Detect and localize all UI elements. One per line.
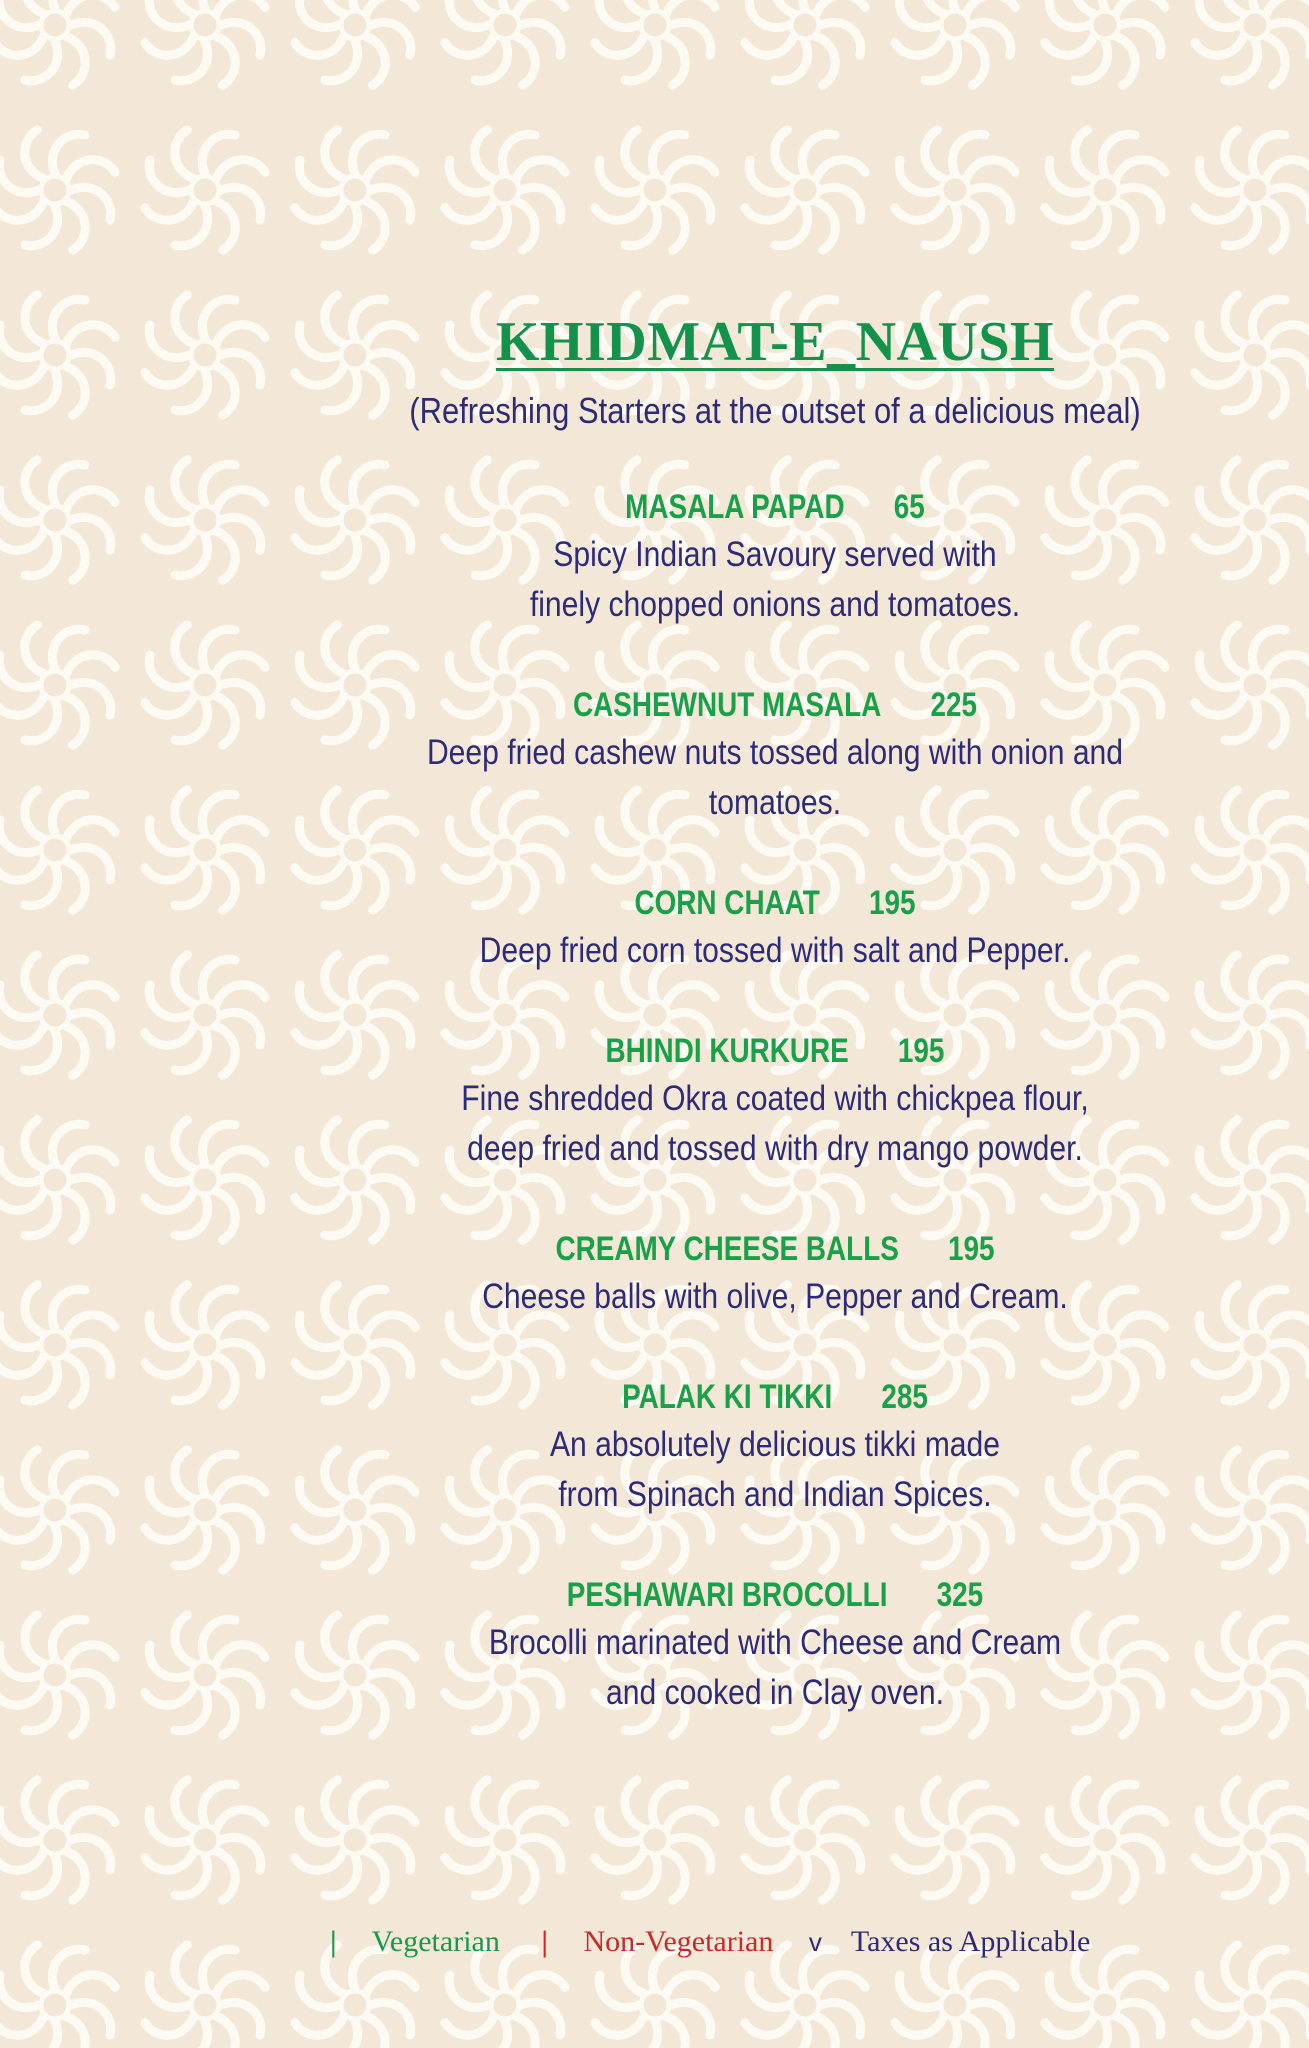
item-name: BHINDI KURKURE (605, 1032, 849, 1070)
item-price: 225 (930, 686, 977, 724)
section-subtitle: (Refreshing Starters at the outset of a delicious meal) (409, 390, 1141, 431)
item-price: 65 (893, 488, 925, 526)
item-name: CORN CHAAT (634, 884, 820, 922)
taxes-legend-label: Taxes as Applicable (850, 1925, 1091, 1958)
vegetarian-legend-label: Vegetarian (371, 1925, 500, 1958)
section-title-text: KHIDMAT-E_NAUSH (495, 311, 1055, 373)
menu-item-corn-chaat (280, 880, 1270, 976)
item-heading (369, 484, 1181, 530)
item-heading (369, 682, 1181, 728)
item-heading (369, 880, 1181, 926)
item-price: 285 (881, 1378, 928, 1416)
taxes-marker-icon: v (808, 1927, 822, 1957)
vegetarian-marker-icon: | (330, 1925, 337, 1958)
menu-item-masala-papad (280, 484, 1270, 630)
item-price: 195 (869, 884, 916, 922)
legend-footer (330, 1922, 1230, 1962)
item-description-line: from Spinach and Indian Spices. (558, 1475, 992, 1514)
item-description-line: An absolutely delicious tikki made (549, 1425, 1001, 1464)
item-description-line: and cooked in Clay oven. (605, 1673, 945, 1712)
non-vegetarian-marker-icon: | (541, 1925, 548, 1958)
item-name: CREAMY CHEESE BALLS (555, 1230, 899, 1268)
item-heading (369, 1374, 1181, 1420)
menu-item-creamy-cheese-balls (280, 1226, 1270, 1322)
menu-item-palak-ki-tikki (280, 1374, 1270, 1520)
item-price: 195 (948, 1230, 995, 1268)
item-description-line: Cheese balls with olive, Pepper and Cream. (482, 1277, 1068, 1316)
item-heading (369, 1226, 1181, 1272)
item-price: 325 (936, 1576, 984, 1614)
item-price: 195 (897, 1032, 945, 1070)
item-description-line: tomatoes. (708, 783, 842, 822)
item-description-line: Brocolli marinated with Cheese and Cream (488, 1623, 1062, 1662)
menu-item-peshawari-brocolli (280, 1572, 1270, 1718)
item-description-line: finely chopped onions and tomatoes. (529, 585, 1021, 624)
item-description-line: Fine shredded Okra coated with chickpea flour, (461, 1079, 1089, 1118)
section-title (300, 312, 1250, 372)
item-description-line: Deep fried corn tossed with salt and Pepper. (479, 931, 1071, 970)
item-name: MASALA PAPAD (625, 488, 845, 526)
menu-item-bhindi-kurkure (280, 1028, 1270, 1174)
item-name: PALAK KI TIKKI (622, 1378, 833, 1416)
menu-item-cashewnut-masala (280, 682, 1270, 828)
item-description-line: Spicy Indian Savoury served with (553, 535, 997, 574)
item-description-line: deep fried and tossed with dry mango powder. (467, 1129, 1083, 1168)
item-heading (369, 1028, 1181, 1074)
item-description-line: Deep fried cashew nuts tossed along with onion and (426, 733, 1124, 772)
item-name: PESHAWARI BROCOLLI (566, 1576, 888, 1614)
item-name: CASHEWNUT MASALA (573, 686, 882, 724)
non-vegetarian-legend-label: Non-Vegetarian (583, 1925, 774, 1958)
item-heading (369, 1572, 1181, 1618)
